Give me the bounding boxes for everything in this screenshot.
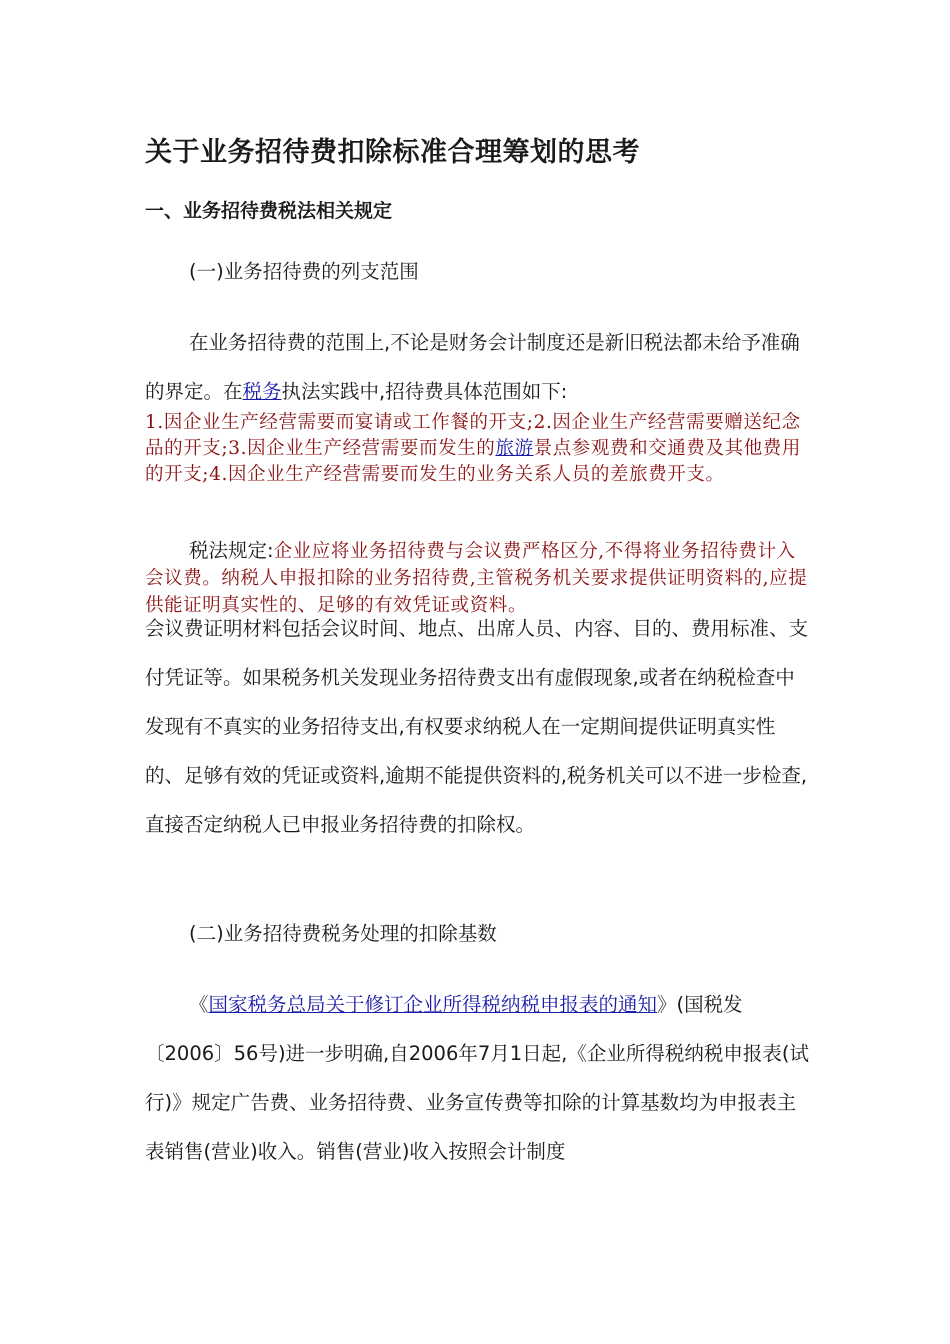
paragraph-regulation-detail: 会议费证明材料包括会议时间、地点、出席人员、内容、目的、费用标准、支付凭证等。如果税务机关发现业务招待费支出有虚假现象,或者在纳税检查中发现有不真实的业务招待支出,有权要求纳税人在一定期间提供证明真实性的、足够有效的凭证或资料,逾期不能提供资料的,税务机关可以不进一步检查,直接否定纳税人已申报业务招待费的扣除权。 <box>145 617 809 836</box>
paragraph-regulation: 税法规定:企业应将业务招待费与会议费严格区分,不得将业务招待费计入会议费。纳税人申报扣除的业务招待费,主管税务机关要求提供证明资料的,应提供能证明真实性的、足够的有效凭证或资料。 <box>145 539 808 616</box>
paragraph-scope <box>145 318 810 416</box>
paragraph-scope-list: 1.因企业生产经营需要而宴请或工作餐的开支;2.因企业生产经营需要赠送纪念品的开支;3.因企业生产经营需要而发生的旅游景点参观费和交通费及其他费用的开支;4.因企业生产经营需要而发生的业务关系人员的差旅费开支。 <box>145 412 801 485</box>
link-tax[interactable]: 税务 <box>242 380 282 403</box>
paragraph-scope-intro: 在业务招待费的范围上,不论是财务会计制度还是新旧税法都未给予准确的界定。在税务执法实践中,招待费具体范围如下: <box>145 331 800 403</box>
document-title: 关于业务招待费扣除标准合理筹划的思考 <box>145 137 640 168</box>
link-travel[interactable]: 旅游 <box>495 438 534 459</box>
subsection-heading-1: (一)业务招待费的列支范围 <box>189 260 419 283</box>
subsection-heading-2: (二)业务招待费税务处理的扣除基数 <box>189 922 497 945</box>
regulation-highlight: 企业应将业务招待费与会议费严格区分,不得将业务招待费计入会议费。纳税人申报扣除的业务招待费,主管税务机关要求提供证明资料的,应提供能证明真实性的、足够的有效凭证或资料。 <box>145 541 808 616</box>
paragraph-deduction-base: 《国家税务总局关于修订企业所得税纳税申报表的通知》(国税发〔2006〕56号)进一步明确,自2006年7月1日起,《企业所得税纳税申报表(试行)》规定广告费、业务招待费、业务宣传费等扣除的计算基数均为申报表主表销售(营业)收入。销售(营业)收入按照会计制度 <box>145 993 809 1163</box>
link-notice[interactable]: 国家税务总局关于修订企业所得税纳税申报表的通知 <box>208 993 658 1016</box>
section-heading-1: 一、业务招待费税法相关规定 <box>145 200 393 222</box>
